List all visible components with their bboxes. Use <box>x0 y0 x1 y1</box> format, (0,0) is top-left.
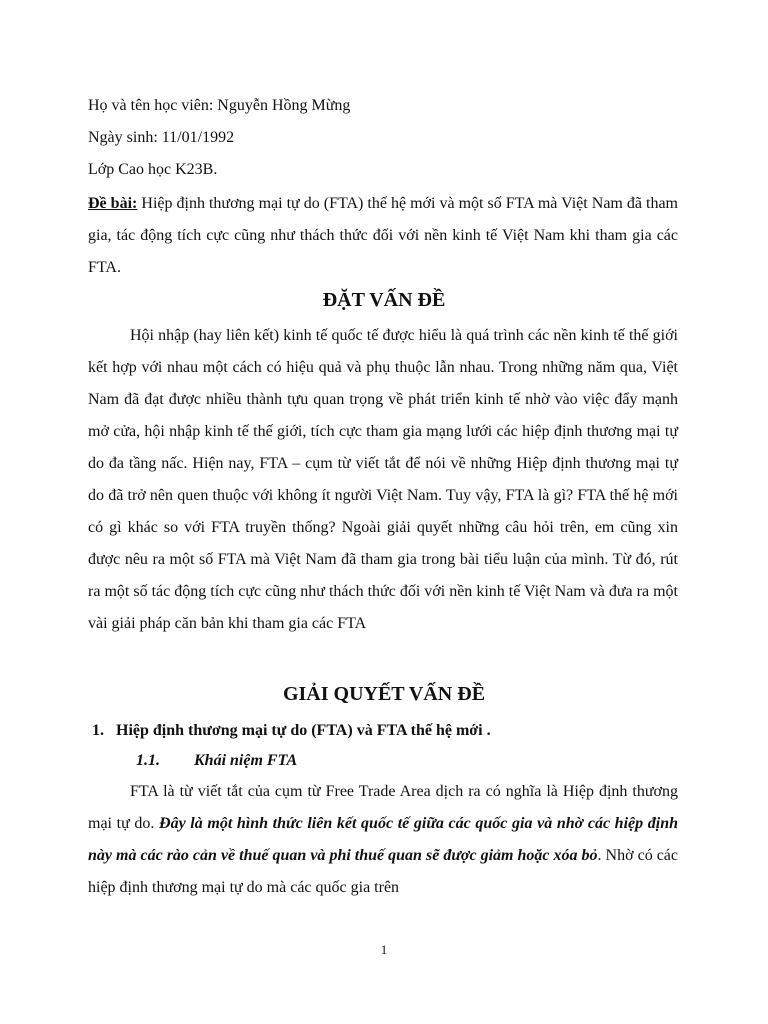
fta-definition-plain-2: . Nhờ có các hiệp định thương mại tự do mà các quốc gia trên <box>88 847 679 896</box>
heading-intro: ĐẶT VẤN ĐỀ <box>322 289 446 311</box>
assignment-text: Hiệp định thương mại tự do (FTA) thế hệ mới và một số FTA mà Việt Nam đã tham gia, tác động tích cực cũng như thách thức đối với nền kinh tế Việt Nam khi tham gia các FTA. <box>88 195 679 276</box>
page-number: 1 <box>380 942 388 957</box>
fta-definition-plain-1: FTA là từ viết tắt của cụm từ Free Trade Area dịch ra có nghĩa là Hiệp định thương mại tự do. <box>88 783 678 832</box>
fta-definition-emphasis: Đây là một hình thức liên kết quốc tế giữa các quốc gia và nhờ các hiệp định này mà các rào cản về thuế quan và phi thuế quan sẽ được giảm hoặc xóa bỏ <box>88 815 679 864</box>
subsection-1-1-title: Khái niệm FTA <box>194 752 298 769</box>
class-line: Lớp Cao học K23B. <box>88 161 218 178</box>
intro-paragraph: Hội nhập (hay liên kết) kinh tế quốc tế được hiểu là quá trình các nền kinh tế thế giới kết hợp với nhau một cách có hiệu quả và phụ thuộc lẫn nhau. Trong những năm qua, Việt Nam đã đạt được nhiều thành tựu quan trọng về phát triển kinh tế nhờ vào việc đẩy mạnh mở cửa, hội nhập kinh tế thế giới, tích cực tham gia mạng lưới các hiệp định thương mại tự do đa tầng nấc. Hiện nay, FTA – cụm từ viết tắt để nói về những Hiệp định thương mại tự do đã trở nên quen thuộc với không ít người Việt Nam. Tuy vậy, FTA là gì? FTA thế hệ mới có gì khác so với FTA truyền thống? Ngoài giải quyết những câu hỏi trên, em cũng xin được nêu ra một số FTA mà Việt Nam đã tham gia trong bài tiểu luận của mình. Từ đó, rút ra một số tác động tích cực cũng như thách thức đối với nền kinh tế Việt Nam và đưa ra một vài giải pháp căn bản khi tham gia các FTA <box>88 327 678 632</box>
section-1-number: 1. <box>92 722 104 739</box>
subsection-1-1-number: 1.1. <box>136 752 160 769</box>
heading-solution: GIẢI QUYẾT VẤN ĐỀ <box>282 683 486 705</box>
section-1-heading <box>92 720 491 742</box>
date-of-birth-line: Ngày sinh: 11/01/1992 <box>88 129 235 146</box>
section-1-title: Hiệp định thương mại tự do (FTA) và FTA thế hệ mới . <box>116 722 491 739</box>
assignment-paragraph <box>88 188 678 284</box>
student-name-line: Họ và tên học viên: Nguyễn Hồng Mừng <box>88 97 351 114</box>
subsection-1-1-heading <box>136 750 297 772</box>
assignment-label: Đề bài: <box>88 195 138 212</box>
fta-definition-paragraph <box>88 776 678 904</box>
